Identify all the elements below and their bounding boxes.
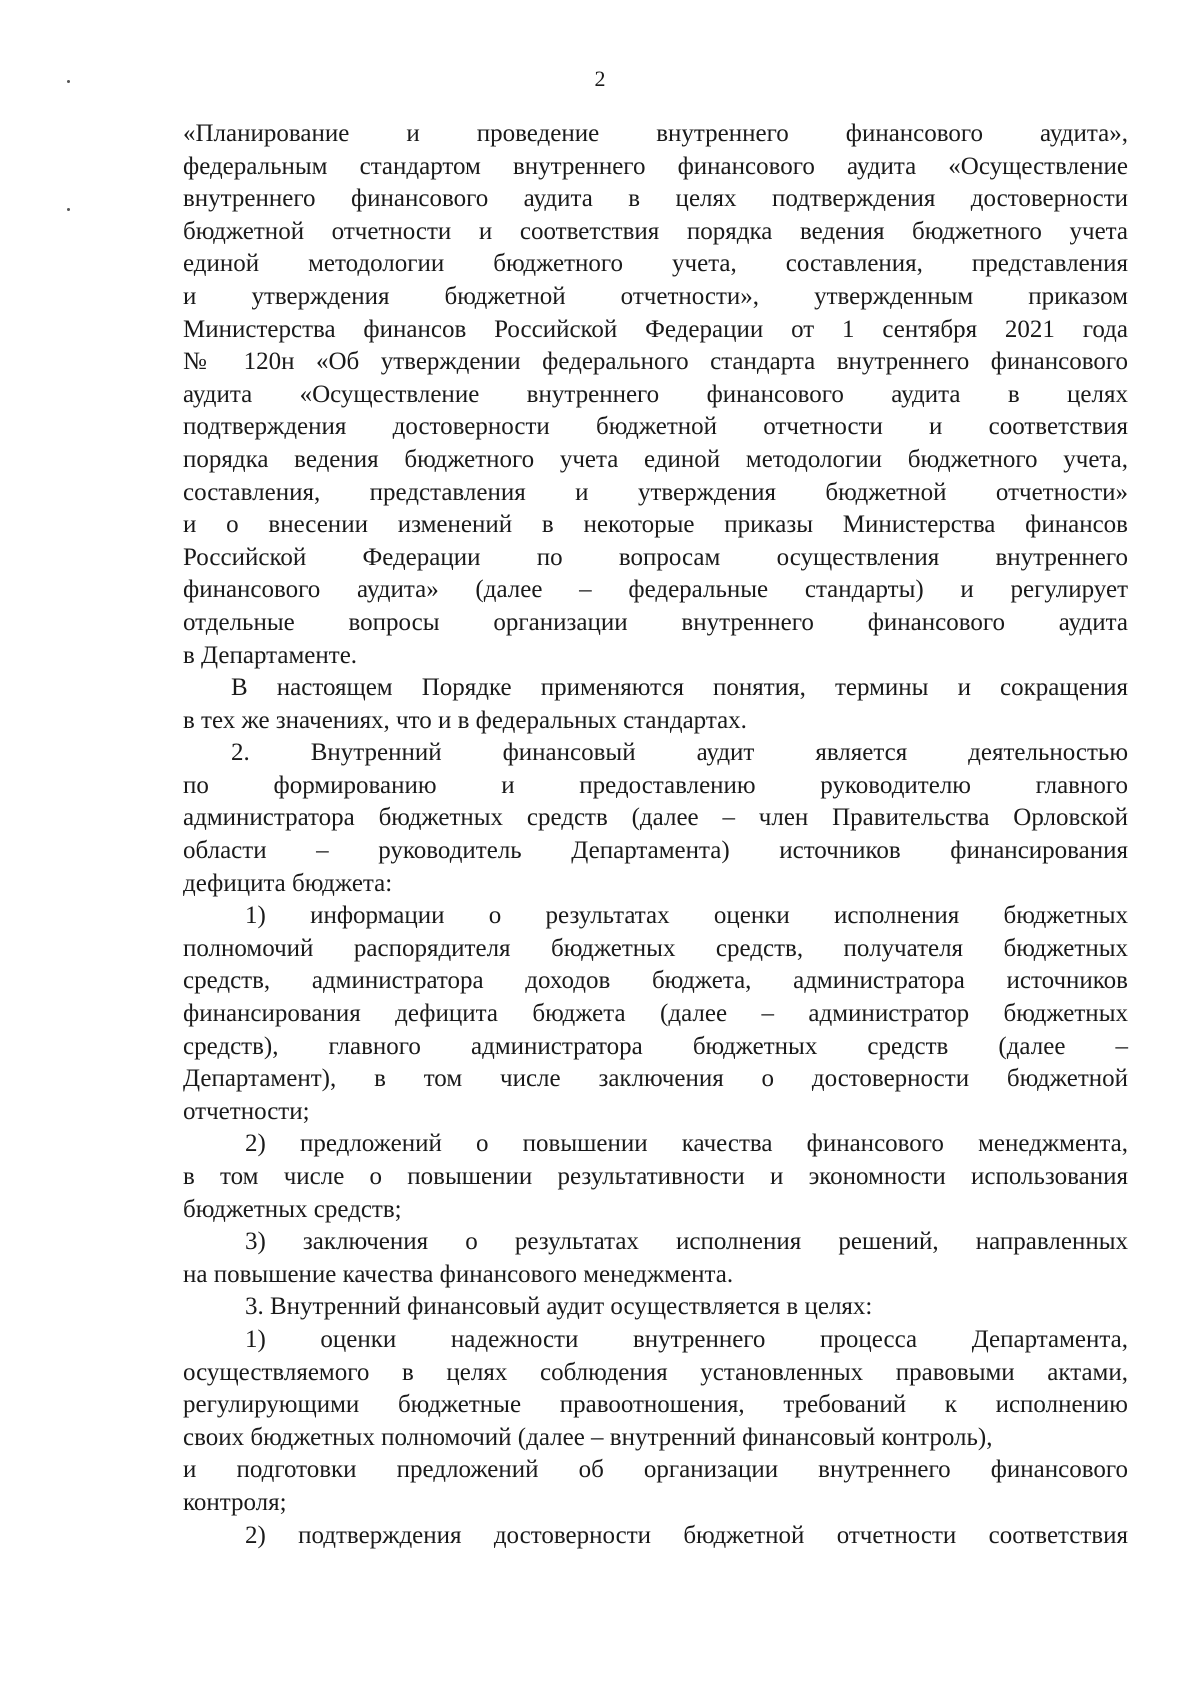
page-number: 2 <box>594 66 606 91</box>
text-line: бюджетной отчетности и соответствия порядка ведения бюджетного учета <box>183 217 1128 245</box>
scan-speck <box>67 208 70 211</box>
text-line: Министерства финансов Российской Федерации от 1 сентября 2021 года <box>183 315 1128 343</box>
text-line: № 120н «Об утверждении федерального стандарта внутреннего финансового <box>183 348 1128 376</box>
text-line: 2) предложений о повышении качества финансового менеджмента, <box>245 1130 1128 1158</box>
text-line: «Планирование и проведение внутреннего финансового аудита», <box>183 120 1128 147</box>
text-line: аудита «Осуществление внутреннего финансового аудита в целях <box>183 380 1128 408</box>
text-line: бюджетных средств; <box>183 1195 402 1223</box>
text-line: дефицита бюджета: <box>183 869 393 897</box>
text-line: 3) заключения о результатах исполнения решений, направленных <box>245 1228 1128 1256</box>
text-line: области – руководитель Департамента) источников финансирования <box>183 837 1128 865</box>
text-line: подтверждения достоверности бюджетной отчетности и соответствия <box>183 413 1128 441</box>
text-line: в том числе о повышении результативности и экономности использования <box>183 1163 1128 1190</box>
text-line: регулирующими бюджетные правоотношения, требований к исполнению <box>183 1391 1128 1419</box>
text-line: 1) оценки надежности внутреннего процесса Департамента, <box>245 1325 1128 1353</box>
text-line: в Департаменте. <box>183 641 358 669</box>
text-line: 1) информации о результатах оценки исполнения бюджетных <box>245 902 1128 930</box>
text-line: в тех же значениях, что и в федеральных стандартах. <box>183 706 747 734</box>
text-line: и о внесении изменений в некоторые приказы Министерства финансов <box>183 511 1128 539</box>
text-line: осуществляемого в целях соблюдения установленных правовыми актами, <box>183 1358 1128 1386</box>
text-line: и утверждения бюджетной отчетности», утвержденным приказом <box>183 282 1128 310</box>
text-line: на повышение качества финансового менеджмента. <box>183 1260 734 1288</box>
text-line: внутреннего финансового аудита в целях подтверждения достоверности <box>183 185 1128 213</box>
text-line: отдельные вопросы организации внутреннего финансового аудита <box>183 608 1128 636</box>
text-line: финансового аудита» (далее – федеральные стандарты) и регулирует <box>183 576 1128 604</box>
text-line: отчетности; <box>183 1097 310 1125</box>
text-line: единой методологии бюджетного учета, составления, представления <box>183 250 1128 278</box>
text-line: Российской Федерации по вопросам осуществления внутреннего <box>183 543 1128 571</box>
text-line: 2) подтверждения достоверности бюджетной отчетности соответствия <box>245 1521 1128 1549</box>
document-body-text <box>183 118 1128 1552</box>
text-line: своих бюджетных полномочий (далее – внутренний финансовый контроль), <box>183 1423 993 1451</box>
text-line: средств), главного администратора бюджетных средств (далее – <box>183 1032 1128 1060</box>
text-line: В настоящем Порядке применяются понятия, термины и сокращения <box>231 674 1128 702</box>
text-line: 3. Внутренний финансовый аудит осуществляется в целях: <box>245 1293 873 1321</box>
text-line: полномочий распорядителя бюджетных средств, получателя бюджетных <box>183 934 1128 962</box>
text-line: финансирования дефицита бюджета (далее – администратор бюджетных <box>183 1000 1128 1028</box>
text-line: 2. Внутренний финансовый аудит является деятельностью <box>231 739 1128 767</box>
text-line: средств, администратора доходов бюджета, администратора источников <box>183 967 1128 995</box>
text-line: составления, представления и утверждения бюджетной отчетности» <box>183 478 1128 506</box>
text-line: по формированию и предоставлению руководителю главного <box>183 771 1128 799</box>
text-line: и подготовки предложений об организации внутреннего финансового <box>183 1456 1128 1484</box>
text-line: порядка ведения бюджетного учета единой методологии бюджетного учета, <box>183 445 1128 473</box>
text-line: контроля; <box>183 1488 287 1516</box>
text-line: федеральным стандартом внутреннего финансового аудита «Осуществление <box>183 152 1128 180</box>
text-line: администратора бюджетных средств (далее – член Правительства Орловской <box>183 804 1128 832</box>
text-line: Департамент), в том числе заключения о достоверности бюджетной <box>183 1065 1128 1093</box>
